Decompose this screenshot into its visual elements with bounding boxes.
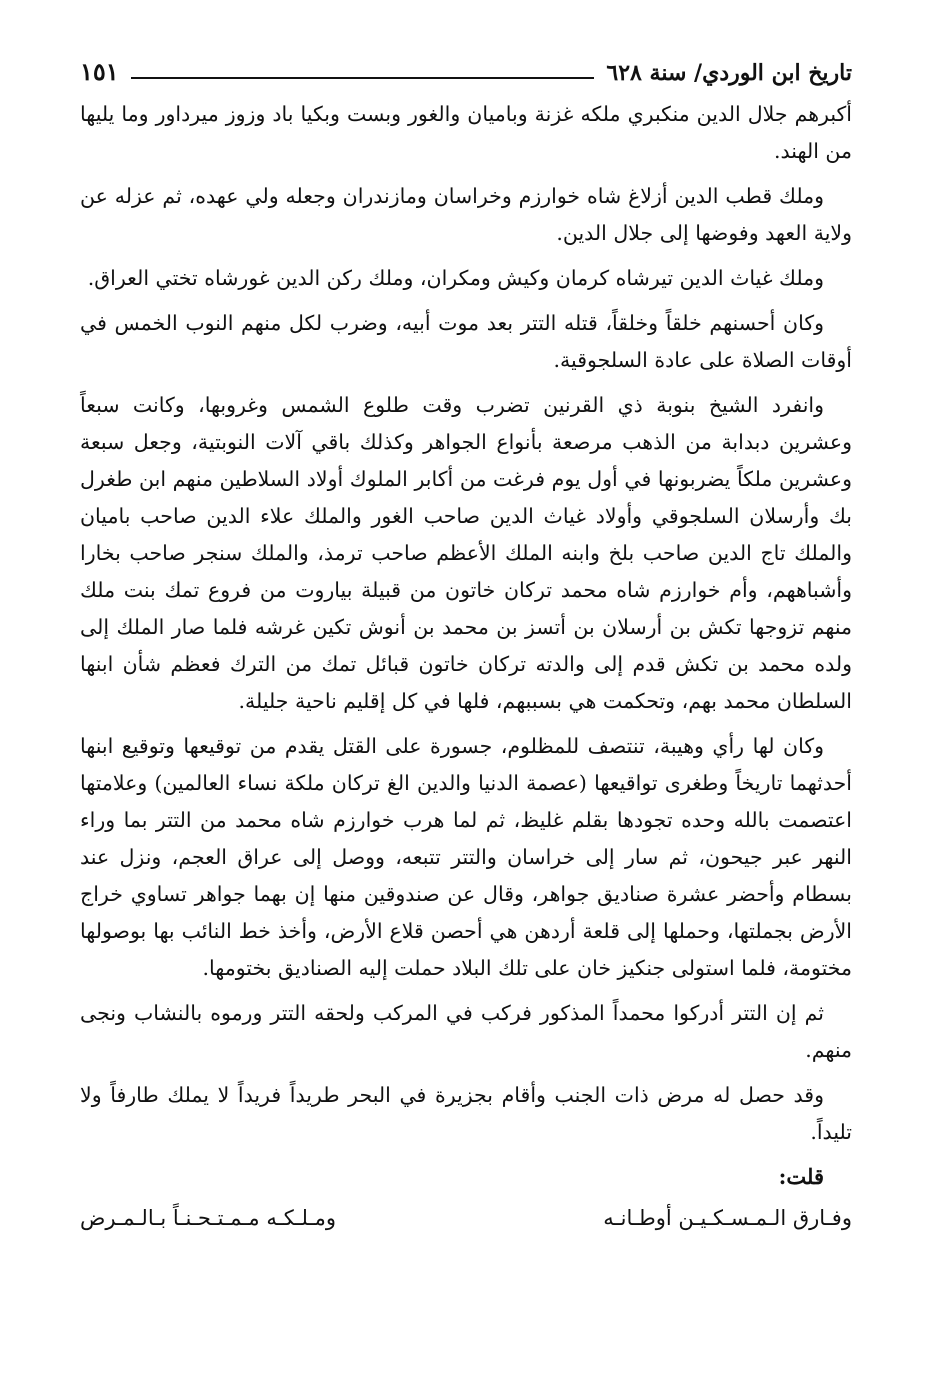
poem-verse — [80, 1199, 852, 1237]
page-body — [80, 96, 852, 1237]
running-title: تاريخ ابن الوردي/ سنة ٦٢٨ — [606, 60, 852, 86]
page-number: ١٥١ — [80, 57, 119, 86]
qult-heading: قلت: — [778, 1164, 824, 1189]
paragraph-8: وقد حصل له مرض ذات الجنب وأقام بجزيرة في البحر طريداً فريداً لا يملك طارفاً ولا تليداً. — [80, 1083, 852, 1144]
paragraph-1: أكبرهم جلال الدين منكبري ملكه غزنة وباميان والغور وبست وبكيا باد وزوز ميرداور وما يليها من الهند. — [80, 102, 852, 163]
paragraph-5: وانفرد الشيخ بنوبة ذي القرنين تضرب وقت طلوع الشمس وغروبها، وكانت سبعاً وعشرين دبدابة من الذهب مرصعة بأنواع الجواهر وكذلك باقي آلات النوبتية، وجعل سبعة وعشرين ملكاً يضربونها في أول يوم فرغت من أكابر الملوك أولاد السلاطين منهم ابن طغرل بك وأرسلان السلجوقي وأولاد غياث الدين صاحب الغور والملك علاء الدين صاحب باميان والملك تاج الدين صاحب بلخ وابنه الملك الأعظم صاحب ترمذ، والملك سنجر صاحب بخارا وأشباههم، وأم خوارزم شاه محمد تركان خاتون من قبيلة بياروت من فروع تمك بنت ملك منهم تزوجها تكش بن أرسلان بن أتسز بن محمد بن أنوش تكين غرشه فلما صار الملك إلى ولده محمد بن تكش قدم إلى والدته تركان خاتون قبائل تمك من الترك فعظم شأن ابنها السلطان محمد بهم، وتحكمت هي بسببهم، فلها في كل إقليم ناحية جليلة. — [80, 393, 852, 713]
page-header — [80, 52, 852, 86]
paragraph-6: وكان لها رأي وهيبة، تنتصف للمظلوم، جسورة على القتل يقدم من توقيعها وتوقيع ابنها أحدثهما تاريخاً وطغرى تواقيعها (عصمة الدنيا والدين الغ تركان ملكة نساء العالمين) وعلامتها اعتصمت بالله وحده تجودها بقلم غليظ، ثم لما هرب خوارزم شاه محمد من التتر بما وراء النهر عبر جيحون، ثم سار إلى خراسان والتتر تتبعه، ووصل إلى عراق العجم، ونزل عند بسطام وأحضر عشرة صناديق جواهر، وقال عن صندوقين منها إن بهما جواهر تساوي خراج الأرض بجملتها، وحملها إلى قلعة أردهن هي أحصن قلاع الأرض، وأخذ خط النائب بها بوصولها مختومة، فلما استولى جنكيز خان على تلك البلاد حملت إليه الصناديق بختومها. — [80, 734, 852, 980]
header-rule — [131, 77, 595, 79]
paragraph-4: وكان أحسنهم خلقاً وخلقاً، قتله التتر بعد موت أبيه، وضرب لكل منهم النوب الخمس في أوقات الصلاة على عادة السلجوقية. — [80, 311, 852, 372]
paragraph-3: وملك غياث الدين تيرشاه كرمان وكيش ومكران، وملك ركن الدين غورشاه تختي العراق. — [87, 266, 824, 290]
paragraph-2: وملك قطب الدين أزلاغ شاه خوارزم وخراسان ومازندران وجعله ولي عهده، ثم عزله عن ولاية العهد وفوضها إلى جلال الدين. — [80, 184, 852, 245]
paragraph-7: ثم إن التتر أدركوا محمداً المذكور فركب في المركب ولحقه التتر ورموه بالنشاب ونجى منهم. — [80, 1001, 852, 1062]
verse-second-hemistich: ومـلـكـه مـمـتـحـنـاً بـالـمـرض — [80, 1206, 336, 1230]
verse-first-hemistich: وفـارق الـمـسـكـيـن أوطـانـه — [603, 1206, 852, 1230]
